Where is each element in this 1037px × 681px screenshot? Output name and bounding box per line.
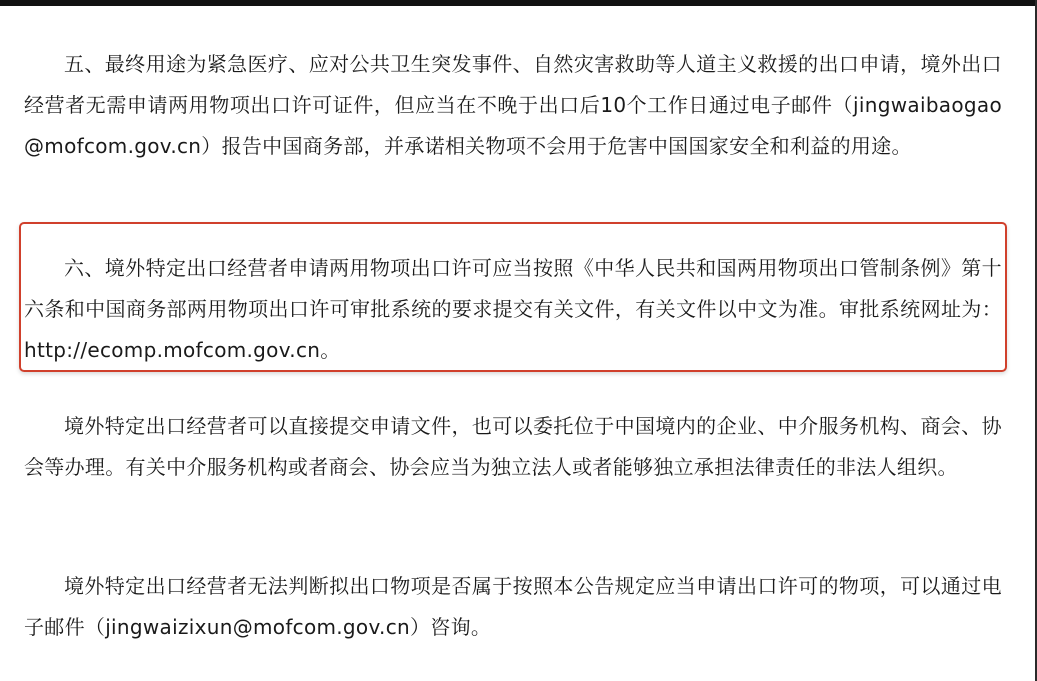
paragraph-item-6: 六、境外特定出口经营者申请两用物项出口许可应当按照《中华人民共和国两用物项出口管制条例》第十六条和中国商务部两用物项出口许可审批系统的要求提交有关文件，有关文件以中文为准。审批系统网址为：http://ecomp.mofcom.gov.cn。 [24, 256, 1002, 362]
paragraph-item-5: 五、最终用途为紧急医疗、应对公共卫生突发事件、自然灾害救助等人道主义救援的出口申请，境外出口经营者无需申请两用物项出口许可证件，但应当在不晚于出口后10个工作日通过电子邮件（jingwaibaogao@mofcom.gov.cn）报告中国商务部，并承诺相关物项不会用于危害中国国家安全和利益的用途。 [24, 52, 1002, 158]
paragraph-consultation: 境外特定出口经营者无法判断拟出口物项是否属于按照本公告规定应当申请出口许可的物项，可以通过电子邮件（jingwaizixun@mofcom.gov.cn）咨询。 [24, 574, 1002, 639]
highlight-box [19, 222, 1007, 372]
paragraph-overseas-submission: 境外特定出口经营者可以直接提交申请文件，也可以委托位于中国境内的企业、中介服务机构、商会、协会等办理。有关中介服务机构或者商会、协会应当为独立法人或者能够独立承担法律责任的非法人组织。 [24, 414, 1002, 479]
